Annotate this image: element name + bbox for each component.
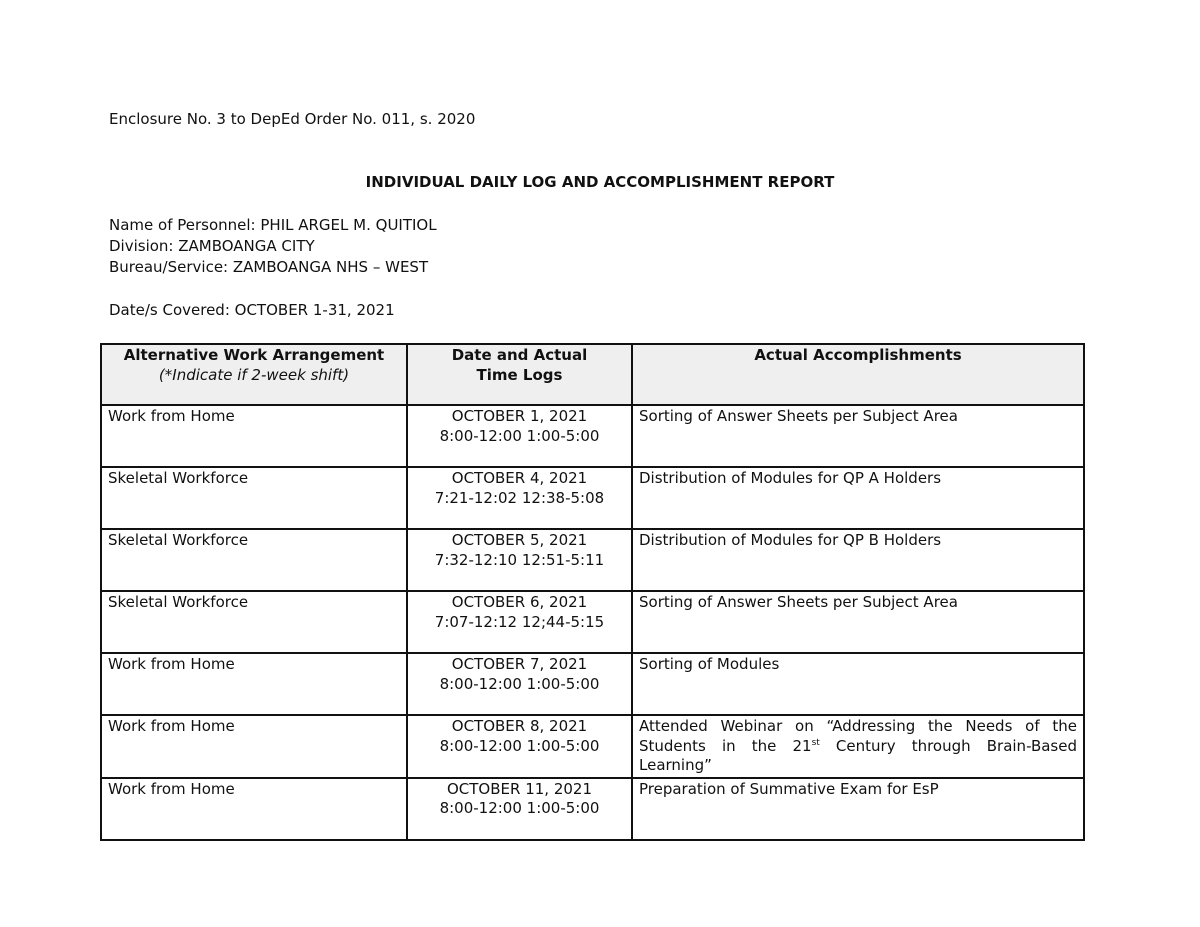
ordinal-suffix: st [811, 737, 820, 748]
cell-date-logs [407, 653, 632, 715]
cell-accomplishment: Sorting of Answer Sheets per Subject Area [632, 591, 1084, 653]
cell-time-logs: 8:00-12:00 1:00-5:00 [439, 736, 600, 755]
cell-arrangement: Work from Home [101, 778, 407, 840]
table-row [101, 715, 1084, 778]
table-row [101, 778, 1084, 840]
bureau-service: Bureau/Service: ZAMBOANGA NHS – WEST [109, 258, 429, 276]
cell-date-logs [407, 529, 632, 591]
cell-time-logs: 8:00-12:00 1:00-5:00 [439, 799, 600, 817]
cell-date-logs [407, 591, 632, 653]
cell-arrangement: Skeletal Workforce [101, 467, 407, 529]
table-row [101, 529, 1084, 591]
cell-accomplishment: Preparation of Summative Exam for EsP [632, 778, 1084, 840]
header-arrangement-note: (*Indicate if 2-week shift) [158, 365, 350, 384]
cell-date: OCTOBER 1, 2021 [451, 407, 588, 425]
cell-arrangement: Skeletal Workforce [101, 591, 407, 653]
daily-log-table [100, 343, 1085, 841]
cell-time-logs: 7:32-12:10 12:51-5:11 [434, 550, 605, 569]
personnel-name: Name of Personnel: PHIL ARGEL M. QUITIOL [109, 216, 437, 234]
table-row [101, 653, 1084, 715]
header-date-logs: Date and Actual Time Logs [407, 344, 632, 405]
cell-date-logs [407, 467, 632, 529]
cell-arrangement: Work from Home [101, 715, 407, 778]
cell-time-logs: 8:00-12:00 1:00-5:00 [439, 674, 600, 693]
cell-date-logs [407, 715, 632, 778]
header-arrangement-label: Alternative Work Arrangement [123, 346, 385, 364]
cell-date: OCTOBER 7, 2021 [451, 655, 588, 673]
accomplishment-text-end: Century through Brain-Based Learning” [639, 736, 1077, 774]
cell-arrangement: Skeletal Workforce [101, 529, 407, 591]
cell-date: OCTOBER 11, 2021 [446, 779, 592, 798]
table-row [101, 467, 1084, 529]
table-row [101, 591, 1084, 653]
header-accomplishments: Actual Accomplishments [632, 344, 1084, 405]
personnel-details [109, 215, 437, 278]
cell-arrangement: Work from Home [101, 405, 407, 467]
division: Division: ZAMBOANGA CITY [109, 237, 315, 255]
dates-covered: Date/s Covered: OCTOBER 1-31, 2021 [109, 301, 395, 319]
cell-accomplishment: Sorting of Answer Sheets per Subject Area [632, 405, 1084, 467]
cell-date-logs [407, 405, 632, 467]
cell-accomplishment: Distribution of Modules for QP A Holders [632, 467, 1084, 529]
report-title: INDIVIDUAL DAILY LOG AND ACCOMPLISHMENT REPORT [365, 173, 835, 191]
cell-date: OCTOBER 8, 2021 [451, 717, 588, 735]
cell-date: OCTOBER 4, 2021 [451, 469, 588, 487]
cell-accomplishment: Distribution of Modules for QP B Holders [632, 529, 1084, 591]
cell-time-logs: 7:07-12:12 12;44-5:15 [434, 612, 605, 631]
accomplishment-text-start: Attended Webinar on “Addressing the Needs of the Students in the 21 [639, 717, 1077, 755]
cell-arrangement: Work from Home [101, 653, 407, 715]
cell-time-logs: 8:00-12:00 1:00-5:00 [439, 426, 600, 445]
cell-time-logs: 7:21-12:02 12:38-5:08 [434, 488, 605, 507]
cell-date: OCTOBER 5, 2021 [451, 531, 588, 549]
cell-date: OCTOBER 6, 2021 [451, 593, 588, 611]
cell-accomplishment [632, 715, 1084, 778]
cell-accomplishment: Sorting of Modules [632, 653, 1084, 715]
cell-date-logs [407, 778, 632, 840]
table-header-row [101, 344, 1084, 405]
enclosure-reference: Enclosure No. 3 to DepEd Order No. 011, s. 2020 [109, 110, 476, 128]
table-row [101, 405, 1084, 467]
header-arrangement [101, 344, 407, 405]
